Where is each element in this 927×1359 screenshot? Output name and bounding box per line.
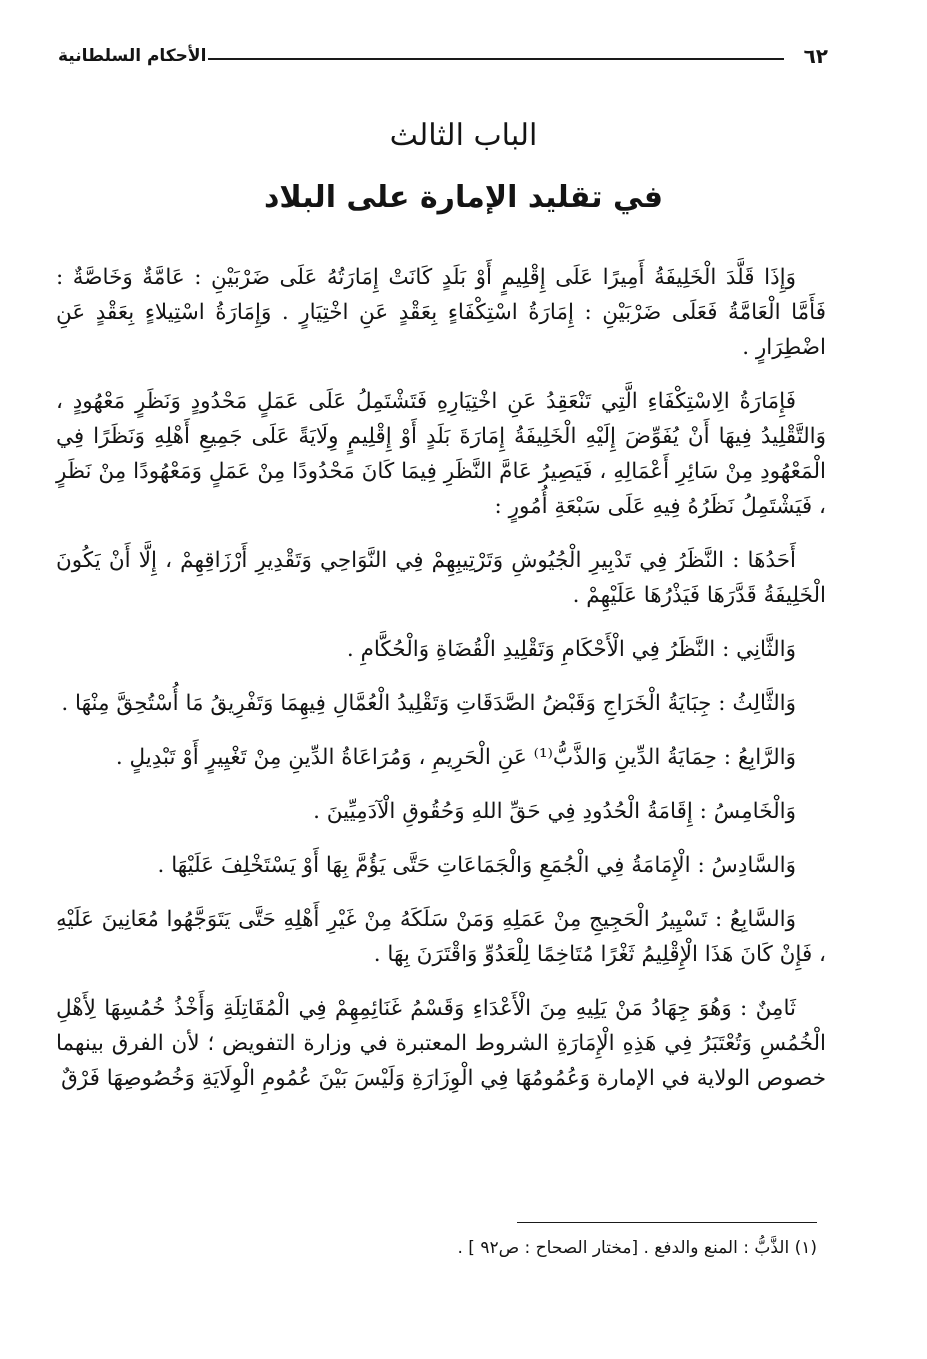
paragraph-istikfa: فَإِمَارَةُ الِاسْتِكْفَاءِ الَّتِي تَنْعَقِدُ عَنِ اخْتِيَارِهِ فَتَشْتَمِلُ عَلَى عَمَلٍ مَحْدُودٍ وَنَظَرٍ مَعْهُودٍ ، وَالتَّقْلِيدُ فِيهَا أَنْ يُفَوِّضَ إِلَيْهِ الْخَلِيفَةُ إِمَارَةَ بَلَدٍ أَوْ إِقْلِيمٍ وِلَايَةً عَلَى جَمِيعِ أَهْلِهِ وَنَظَرًا فِي الْمَعْهُودِ مِنْ سَائِرِ أَعْمَالِهِ ، فَيَصِيرُ عَامَّ النَّظَرِ فِيمَا كَانَ مَحْدُودًا مِنْ عَمَلٍ وَمَعْهُودًا مِنْ نَظَرٍ ، فَيَشْتَمِلُ نَظَرُهُ فِيهِ عَلَى سَبْعَةِ أُمُورٍ :	[56, 389, 826, 519]
chapter-label: الباب الثالث	[389, 118, 538, 153]
list-item-fifth: وَالْخَامِسُ : إِقَامَةُ الْحُدُودِ فِي حَقِّ اللهِ وَحُقُوقِ الْآدَمِيِّينَ .	[313, 799, 796, 824]
list-item-first: أَحَدُهَا : النَّظَرُ فِي تَدْبِيرِ الْجُيُوشِ وَتَرْتِيبِهِمْ فِي النَّوَاحِي وَتَقْدِيرِ أَرْزَاقِهِمْ ، إِلَّا أَنْ يَكُونَ الْخَلِيفَةُ قَدَّرَهَا فَيَذْرُهَا عَلَيْهِمْ .	[56, 548, 826, 608]
list-item-seventh: وَالسَّابِعُ : تَسْيِيرُ الْحَجِيجِ مِنْ عَمَلِهِ وَمَنْ سَلَكَهُ مِنْ غَيْرِ أَهْلِهِ حَتَّى يَتَوَجَّهُوا مُعَانِينَ عَلَيْهِ ، فَإِنْ كَانَ هَذَا الْإِقْلِيمُ ثَغْرًا مُتَاخِمًا لِلْعَدُوِّ وَاقْتَرَنَ بِهَا .	[56, 907, 826, 967]
running-title: الأحكام السلطانية	[58, 46, 207, 66]
list-item-second: وَالثَّانِي : النَّظَرُ فِي الْأَحْكَامِ وَتَقْلِيدِ الْقُضَاةِ وَالْحُكَّامِ .	[346, 637, 796, 662]
list-item-eighth: ثَامِنٌ : وَهُوَ جِهَادُ مَنْ يَلِيهِ مِنَ الْأَعْدَاءِ وَقَسْمُ غَنَائِمِهِمْ فِي الْمُقَاتِلَةِ وَأَخْذُ خُمُسِهَا لِأَهْلِ الْخُمُسِ وَتُعْتَبَرُ فِي هَذِهِ الْإِمَارَةِ الشروط المعتبرة في وزارة التفويض ؛ لأن الفرق بينهما خصوص الولاية في الإمارة وَعُمُومُهَا فِي الْوِزَارَةِ وَلَيْسَ بَيْنَ عُمُومِ الْوِلَايَةِ وَخُصُوصِهَا فَرْقٌ	[56, 996, 826, 1091]
chapter-title: في تقليد الإمارة على البلاد	[264, 180, 663, 215]
body-text	[56, 260, 826, 1096]
running-header	[58, 44, 828, 72]
footnote-rule	[517, 1222, 817, 1223]
header-rule	[208, 58, 784, 60]
list-item-third: وَالثَّالِثُ : جِبَايَةُ الْخَرَاجِ وَقَبْضُ الصَّدَقَاتِ وَتَقْلِيدُ الْعُمَّالِ فِيهِمَا وَتَفْرِيقُ مَا أُسْتُحِقَّ مِنْهَا .	[61, 691, 796, 716]
paragraph-intro: وَإِذَا قَلَّدَ الْخَلِيفَةُ أَمِيرًا عَلَى إِقْلِيمٍ أَوْ بَلَدٍ كَانَتْ إِمَارَتُهُ عَلَى ضَرْبَيْنِ : عَامَّةٌ وَخَاصَّةٌ : فَأَمَّا الْعَامَّةُ فَعَلَى ضَرْبَيْنِ : إِمَارَةُ اسْتِكْفَاءٍ بِعَقْدٍ عَنِ اخْتِيَارٍ . وَإِمَارَةُ اسْتِيلاءٍ بِعَقْدٍ عَنِ اضْطِرَارٍ .	[56, 265, 826, 360]
footnote: (١) الذَّبُّ : المنع والدفع . [مختار الصحاح : ص٩٢ ] .	[457, 1238, 817, 1258]
list-item-fourth: وَالرَّابِعُ : حِمَايَةُ الدِّينِ وَالذَّبُّ⁽¹⁾ عَنِ الْحَرِيمِ ، وَمُرَاعَاةُ الدِّينِ مِنْ تَغْيِيرٍ أَوْ تَبْدِيلٍ .	[115, 745, 796, 770]
page-number: ٦٢	[803, 44, 828, 68]
list-item-sixth: وَالسَّادِسُ : الْإِمَامَةُ فِي الْجُمَعِ وَالْجَمَاعَاتِ حَتَّى يَؤُمَّ بِهَا أَوْ يَسْتَخْلِفَ عَلَيْهَا .	[157, 853, 796, 878]
